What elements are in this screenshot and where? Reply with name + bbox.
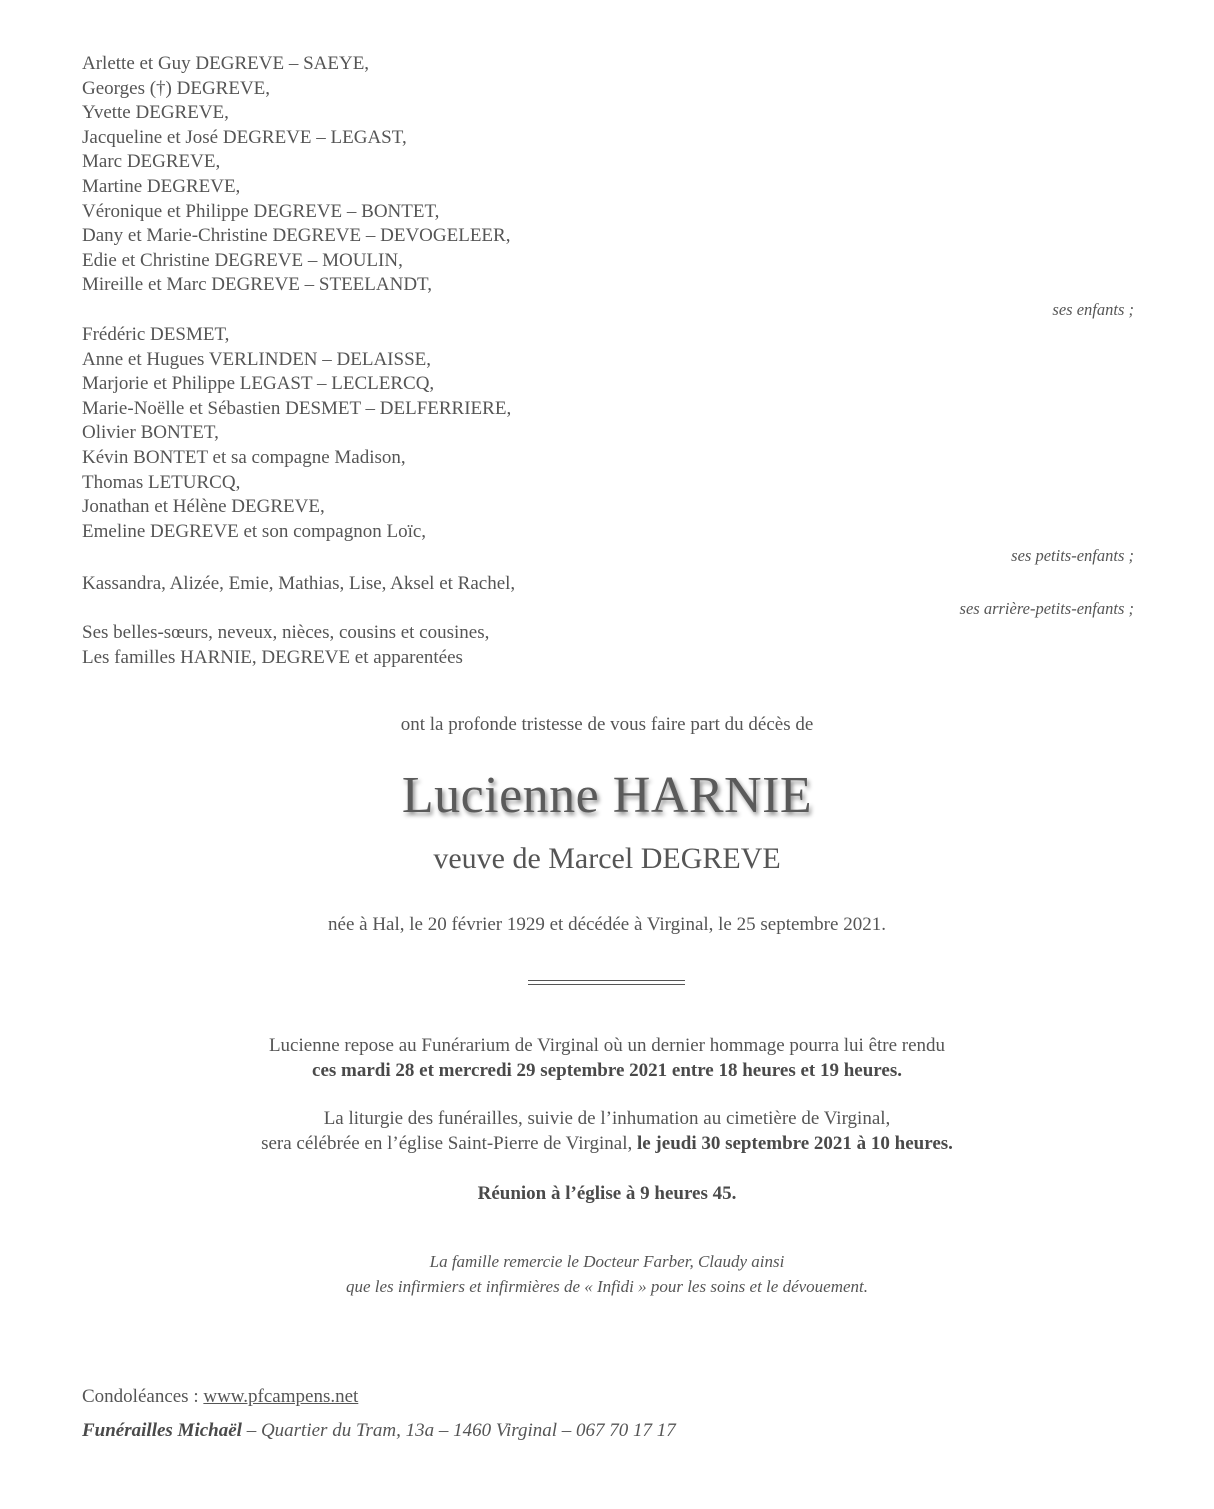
condolences-link[interactable]: www.pfcampens.net: [203, 1386, 359, 1407]
thanks-line: La famille remercie le Docteur Farber, Claudy ainsi: [429, 1252, 785, 1271]
meeting-info: [0, 1181, 1214, 1206]
funeral-home-name: Funérailles Michaël: [82, 1420, 242, 1441]
funeral-info: [0, 1106, 1214, 1156]
funeral-home-footer: [82, 1420, 676, 1442]
intro-text: ont la profonde tristesse de vous faire part du décès de: [400, 714, 814, 735]
viewing-info: [0, 1033, 1214, 1083]
family-line: Emeline DEGREVE et son compagnon Loïc,: [82, 520, 427, 542]
condolences: [82, 1386, 358, 1408]
meeting-time: Réunion à l’église à 9 heures 45.: [477, 1183, 737, 1204]
family-line: Jacqueline et José DEGREVE – LEGAST,: [82, 126, 407, 148]
widow-of: veuve de Marcel DEGREVE: [433, 842, 781, 875]
family-line: Edie et Christine DEGREVE – MOULIN,: [82, 249, 403, 271]
family-line: Martine DEGREVE,: [82, 175, 241, 197]
family-line: Jonathan et Hélène DEGREVE,: [82, 496, 325, 518]
family-line: Véronique et Philippe DEGREVE – BONTET,: [82, 200, 440, 222]
grandchildren-role: ses petits-enfants ;: [1011, 546, 1134, 566]
children-role: ses enfants ;: [1052, 299, 1134, 319]
family-line: Kassandra, Alizée, Emie, Mathias, Lise, Aksel et Rachel,: [82, 573, 516, 594]
viewing-line: Lucienne repose au Funérarium de Virginal où un dernier hommage pourra lui être rendu: [268, 1035, 946, 1056]
family-line: Arlette et Guy DEGREVE – SAEYE,: [82, 53, 370, 74]
viewing-dates: ces mardi 28 et mercredi 29 septembre 2021 entre 18 heures et 19 heures.: [312, 1060, 902, 1081]
family-line: Olivier BONTET,: [82, 422, 219, 444]
family-line: Dany et Marie-Christine DEGREVE – DEVOGELEER,: [82, 225, 511, 247]
birth-death-dates: née à Hal, le 20 février 1929 et décédée à Virginal, le 25 septembre 2021.: [328, 914, 886, 935]
family-line: Thomas LETURCQ,: [82, 471, 241, 493]
family-line: Marjorie et Philippe LEGAST – LECLERCQ,: [82, 373, 435, 395]
family-line: Marie-Noëlle et Sébastien DESMET – DELFERRIERE,: [82, 397, 512, 419]
family-line: Frédéric DESMET,: [82, 324, 230, 345]
family-line: Marc DEGREVE,: [82, 151, 221, 173]
thanks-note: [0, 1249, 1214, 1299]
funeral-line: La liturgie des funérailles, suivie de l’inhumation au cimetière de Virginal,: [323, 1108, 891, 1129]
great-grandchildren-role: ses arrière-petits-enfants ;: [959, 598, 1134, 618]
others-list: [82, 621, 1134, 670]
family-line: Mireille et Marc DEGREVE – STEELANDT,: [82, 274, 433, 296]
condolences-label: Condoléances :: [82, 1386, 204, 1407]
funeral-date: le jeudi 30 septembre 2021 à 10 heures.: [636, 1133, 953, 1154]
family-line: Les familles HARNIE, DEGREVE et apparentées: [82, 646, 463, 668]
children-list: [82, 52, 1134, 323]
family-line: Anne et Hugues VERLINDEN – DELAISSE,: [82, 348, 431, 370]
family-line: Ses belles-sœurs, neveux, nièces, cousins et cousines,: [82, 622, 490, 643]
thanks-line: que les infirmiers et infirmières de « Infidi » pour les soins et le dévouement.: [345, 1277, 869, 1296]
deceased-name: Lucienne HARNIE: [401, 767, 813, 824]
family-line: Kévin BONTET et sa compagne Madison,: [82, 446, 406, 468]
grandchildren-list: [82, 323, 1134, 569]
funeral-home-address: – Quartier du Tram, 13a – 1460 Virginal – 067 70 17 17: [241, 1420, 676, 1441]
divider: [528, 980, 685, 985]
great-grandchildren-list: [82, 572, 1134, 621]
funeral-church: sera célébrée en l’église Saint-Pierre de Virginal,: [261, 1133, 637, 1154]
family-line: Yvette DEGREVE,: [82, 102, 229, 124]
family-line: Georges (†) DEGREVE,: [82, 77, 271, 99]
